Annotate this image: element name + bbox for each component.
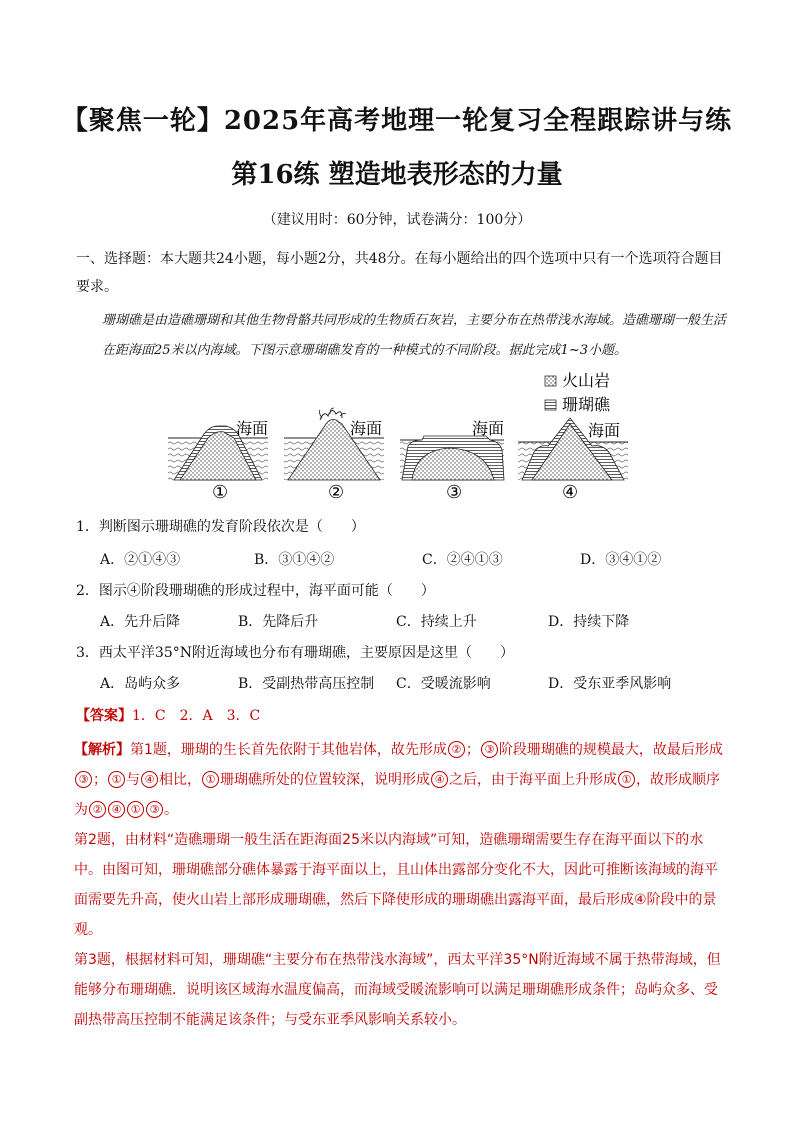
stage-label-3: ③ <box>446 482 463 503</box>
analysis-p1-0: 第1题，珊瑚的生长首先依附于其他岩体，故先形成 <box>130 742 447 758</box>
analysis-p1-text: 相比， <box>159 772 201 788</box>
stage-3-panel <box>400 419 504 503</box>
circled-number: ② <box>448 741 465 758</box>
circled-number: ④ <box>108 801 125 818</box>
q3-option-c: C．受暖流影响 <box>396 676 491 692</box>
legend-coral-reef: 珊瑚礁 <box>562 395 611 414</box>
question-1-options <box>100 549 700 569</box>
legend-volcanic-rock: 火山岩 <box>562 371 611 390</box>
answer-text: 1．C 2．A 3．C <box>132 708 261 724</box>
analysis-p1-text: 。 <box>164 802 178 818</box>
circled-number: ① <box>127 801 144 818</box>
sea-level-label-3: 海面 <box>472 419 505 438</box>
question-2: 2．图示④阶段珊瑚礁的形成过程中，海平面可能（ ） <box>76 583 435 599</box>
stage-label-4: ④ <box>562 482 579 503</box>
circled-number: ① <box>202 771 219 788</box>
analysis-p1-text: 阶段珊瑚礁的规模最大，故最后形成 <box>498 742 723 758</box>
question-3: 3．西太平洋35°N附近海域也分布有珊瑚礁，主要原因是这里（ ） <box>76 645 514 661</box>
sea-level-label-4: 海面 <box>588 421 621 440</box>
q1-option-a: A．②①④③ <box>100 552 181 568</box>
circled-number: ① <box>618 771 635 788</box>
analysis-tag: 【解析】 <box>74 742 130 758</box>
circled-number: ④ <box>431 771 448 788</box>
q2-option-a: A．先升后降 <box>100 614 181 630</box>
q2-option-c: C．持续上升 <box>396 614 477 630</box>
analysis-p1-text: 之后，由于海平面上升形成 <box>449 772 617 788</box>
section-title: 一、选择题：本大题共24小题，每小题2分，共48分。在每小题给出的四个选项中只有一个选项符合题目要求。 <box>76 251 723 295</box>
analysis-p1-text: 珊瑚礁所处的位置较深，说明形成 <box>220 772 430 788</box>
reading-material <box>76 306 726 366</box>
stage-2-panel <box>284 408 384 503</box>
analysis-p1-text: ，故形成顺序为 <box>74 772 720 818</box>
q1-option-b: B．③①④② <box>254 552 335 568</box>
q1-option-d: D．③④①② <box>580 552 662 568</box>
question-1: 1．判断图示珊瑚礁的发育阶段依次是（ ） <box>76 519 365 535</box>
question-2-options <box>100 611 700 631</box>
document-title: 【聚焦一轮】2025年高考地理一轮复习全程跟踪讲与练 <box>61 106 733 136</box>
analysis-paragraph-3: 第3题，根据材料可知，珊瑚礁“主要分布在热带浅水海域”，西太平洋35°N附近海域不属于热带海域，但能够分布珊瑚礁．说明该区域海水温度偏高，而海域受暖流影响可以满足珊瑚礁形成条件；岛屿众多、受副热带高压控制不能满足该条件；与受东亚季风影响关系较小。 <box>74 952 721 1028</box>
volcanic-rock-swatch <box>545 376 556 386</box>
sea-level-label-2: 海面 <box>350 419 383 438</box>
q1-option-c: C．②④①③ <box>422 552 503 568</box>
q2-option-b: B．先降后升 <box>238 614 319 630</box>
material-text: 珊瑚礁是由造礁珊瑚和其他生物骨骼共同形成的生物质石灰岩，主要分布在热带浅水海域。造礁珊瑚一般生活在距海面25米以内海域。下图示意珊瑚礁发育的一种模式的不同阶段。据此完成1~3小题。 <box>102 313 727 358</box>
q3-option-a: A．岛屿众多 <box>100 676 181 692</box>
analysis-block <box>74 735 726 1035</box>
circled-number: ④ <box>141 771 158 788</box>
stage-4-panel <box>518 418 628 503</box>
analysis-p1-text: ； <box>93 772 107 788</box>
circled-number: ③ <box>146 801 163 818</box>
answer-line <box>76 705 260 725</box>
analysis-p1-text: ； <box>465 742 480 758</box>
figure-legend <box>545 371 611 414</box>
analysis-paragraph-1 <box>74 735 726 825</box>
answer-tag: 【答案】 <box>76 708 132 724</box>
coral-reef-figure <box>160 368 630 503</box>
sea-level-label: 海面 <box>236 419 269 438</box>
stage-1-panel <box>168 419 268 503</box>
question-3-options <box>100 673 700 693</box>
stage-label-2: ② <box>328 482 345 503</box>
circled-number: ③ <box>75 771 92 788</box>
analysis-paragraph-2: 第2题，由材料“造礁珊瑚一般生活在距海面25米以内海域”可知，造礁珊瑚需要生存在海平面以下的水中。由图可知，珊瑚礁部分礁体暴露于海平面以上，且山体出露部分变化不大，因此可推断该海域的海平面需要先升高，使火山岩上部形成珊瑚礁，然后下降使形成的珊瑚礁出露海平面，最后形成④阶段中的景观。 <box>74 832 718 938</box>
time-score-info: （建议用时：60分钟，试卷满分：100分） <box>262 212 532 228</box>
stage-label-1: ① <box>212 482 229 503</box>
circled-number: ① <box>108 771 125 788</box>
exercise-title: 第16练 塑造地表形态的力量 <box>231 160 563 190</box>
q3-option-d: D．受东亚季风影响 <box>548 676 672 692</box>
circled-number: ③ <box>481 741 498 758</box>
circled-number: ② <box>89 801 106 818</box>
section-instructions <box>76 245 726 301</box>
q2-option-d: D．持续下降 <box>548 614 630 630</box>
coral-reef-swatch <box>545 400 556 410</box>
analysis-p1-text: 与 <box>126 772 140 788</box>
q3-option-b: B．受副热带高压控制 <box>238 676 375 692</box>
